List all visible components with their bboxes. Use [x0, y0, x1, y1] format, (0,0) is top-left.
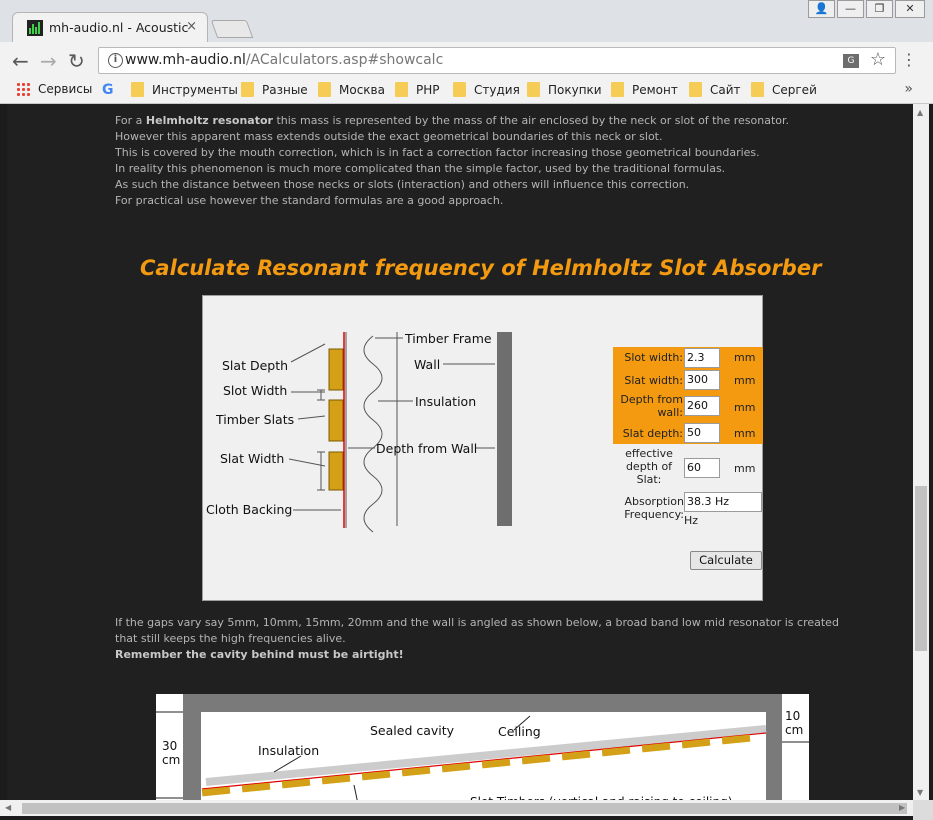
- form-row-effective-depth: effective depth of Slat: 60 mm: [625, 447, 756, 486]
- bookmark-folder[interactable]: Сергей: [751, 82, 817, 97]
- slat-depth-label: Slat Depth: [222, 358, 289, 373]
- timber-slat: [329, 452, 343, 490]
- address-bar[interactable]: [98, 47, 896, 74]
- bookmark-star-icon[interactable]: ☆: [869, 49, 886, 70]
- folder-icon: [131, 82, 144, 97]
- form-row-depth-from-wall: Depth from wall: 260 mm: [613, 391, 763, 422]
- bookmark-folder[interactable]: Москва: [318, 82, 385, 97]
- timber-slats-label: Timber Slats: [216, 412, 295, 427]
- site-info-icon[interactable]: i: [108, 53, 123, 68]
- tab-bar: [0, 0, 933, 42]
- depth-from-wall-label: Depth from Wall: [376, 441, 478, 456]
- folder-icon: [527, 82, 540, 97]
- scroll-down-arrow-icon[interactable]: ▼: [917, 788, 924, 797]
- intro-line: This is covered by the mouth correction, which is in fact a correction factor increasing those geometrical boundaries.: [115, 146, 760, 159]
- scroll-right-arrow-icon[interactable]: ▶: [899, 803, 906, 812]
- cloth-backing-label: Cloth Backing: [206, 502, 293, 517]
- vertical-scrollbar[interactable]: [913, 104, 929, 800]
- horizontal-scrollbar[interactable]: [0, 800, 913, 816]
- calculate-button[interactable]: Calculate: [690, 551, 762, 570]
- window-controls: [806, 0, 925, 18]
- close-window-button[interactable]: ✕: [895, 0, 925, 18]
- timber-slat: [329, 349, 343, 390]
- form-row-absorption: Absorption Frequency: 38.3 Hz Hz: [613, 492, 763, 528]
- page-viewport: [0, 104, 913, 800]
- calculator-panel: [202, 295, 763, 601]
- site-favicon-icon: [27, 20, 43, 36]
- intro-line: For a Helmholtz resonator this mass is represented by the mass of the air enclosed by the neck or slot of the resonator.: [115, 114, 789, 127]
- folder-icon: [453, 82, 466, 97]
- google-icon[interactable]: G: [102, 82, 114, 98]
- calculator-title: Calculate Resonant frequency of Helmholtz Slot Absorber: [140, 256, 822, 280]
- profile-button[interactable]: 👤: [808, 0, 835, 18]
- timber-frame-label: Timber Frame: [405, 331, 492, 346]
- right-dimension-label: 10 cm: [785, 709, 804, 737]
- form-row-slat-width: Slat width: 300 mm: [613, 369, 763, 391]
- tab-close-icon[interactable]: ×: [186, 19, 197, 34]
- slat-width-label: Slat Width: [220, 451, 285, 466]
- vertical-scroll-thumb[interactable]: [915, 486, 927, 651]
- depth-from-wall-input[interactable]: 260: [684, 396, 720, 416]
- bookmark-folder[interactable]: Разные: [241, 82, 308, 97]
- sealed-cavity-label: Sealed cavity: [370, 723, 455, 738]
- bookmark-folder[interactable]: Сайт: [689, 82, 741, 97]
- scrollbar-corner: [913, 800, 933, 820]
- slat-width-input[interactable]: 300: [684, 370, 720, 390]
- scroll-up-arrow-icon[interactable]: ▲: [917, 108, 924, 117]
- outro-line: that still keeps the high frequencies alive.: [115, 632, 346, 645]
- form-row-slat-depth: Slat depth: 50 mm: [613, 422, 763, 444]
- folder-icon: [395, 82, 408, 97]
- timber-slat: [329, 400, 343, 441]
- bookmark-folder[interactable]: Ремонт: [611, 82, 678, 97]
- insulation-label: Insulation: [258, 743, 320, 758]
- reload-icon[interactable]: ↻: [68, 49, 85, 73]
- outro-line: If the gaps vary say 5mm, 10mm, 15mm, 20mm and the wall is angled as shown below, a broad band low mid resonator is created: [115, 616, 839, 629]
- absorption-frequency-output[interactable]: 38.3 Hz: [684, 492, 762, 512]
- bookmark-apps[interactable]: Сервисы: [16, 82, 92, 96]
- chrome-menu-icon[interactable]: ⋮: [901, 50, 917, 69]
- forward-arrow-icon[interactable]: →: [40, 49, 57, 73]
- folder-icon: [751, 82, 764, 97]
- ceiling-label: Ceiling: [498, 724, 541, 739]
- intro-line: As such the distance between those necks or slots (interaction) and others will influence this correction.: [115, 178, 690, 191]
- form-row-slot-width: Slot width: 2.3 mm: [613, 347, 763, 369]
- folder-icon: [611, 82, 624, 97]
- intro-line: For practical use however the standard formulas are a good approach.: [115, 194, 504, 207]
- broadband-resonator-diagram: [156, 694, 809, 804]
- wall-block: [497, 332, 512, 526]
- maximize-button[interactable]: ❐: [866, 0, 893, 18]
- bookmark-folder[interactable]: Покупки: [527, 82, 602, 97]
- bookmark-folder[interactable]: Студия: [453, 82, 520, 97]
- browser-tab[interactable]: [12, 12, 208, 42]
- slat-depth-input[interactable]: 50: [684, 423, 720, 443]
- browser-toolbar: [0, 42, 933, 78]
- back-arrow-icon[interactable]: ←: [12, 49, 29, 73]
- folder-icon: [318, 82, 331, 97]
- url-text[interactable]: www.mh-audio.nl/ACalculators.asp#showcalc: [125, 52, 444, 68]
- translate-icon[interactable]: G: [843, 54, 859, 68]
- bookmarks-bar: [0, 78, 933, 104]
- wall-label: Wall: [414, 357, 441, 372]
- outro-airtight-note: Remember the cavity behind must be airtight!: [115, 648, 404, 661]
- bookmark-folder[interactable]: PHP: [395, 82, 440, 97]
- insulation-label: Insulation: [415, 394, 477, 409]
- bookmarks-overflow-button[interactable]: »: [904, 81, 913, 97]
- intro-line: However this apparent mass extends outside the exact geometrical boundaries of this neck or slot.: [115, 130, 663, 143]
- folder-icon: [689, 82, 702, 97]
- bookmark-folder[interactable]: Инструменты: [131, 82, 238, 97]
- slot-width-label: Slot Width: [223, 383, 288, 398]
- scroll-left-arrow-icon[interactable]: ◀: [5, 803, 12, 812]
- intro-line: In reality this phenomenon is much more complicated than the simple factor, used by the traditional formulas.: [115, 162, 726, 175]
- minimize-button[interactable]: —: [837, 0, 864, 18]
- insulation-wave: [364, 336, 382, 532]
- left-dimension-label: 30 cm: [162, 739, 181, 767]
- horizontal-scroll-thumb[interactable]: [22, 803, 907, 814]
- folder-icon: [241, 82, 254, 97]
- slot-width-input[interactable]: 2.3: [684, 348, 720, 368]
- apps-grid-icon: [16, 82, 30, 96]
- tab-title: mh-audio.nl - Acoustic: [49, 20, 189, 35]
- effective-depth-input[interactable]: 60: [684, 458, 720, 478]
- new-tab-button[interactable]: [211, 20, 254, 38]
